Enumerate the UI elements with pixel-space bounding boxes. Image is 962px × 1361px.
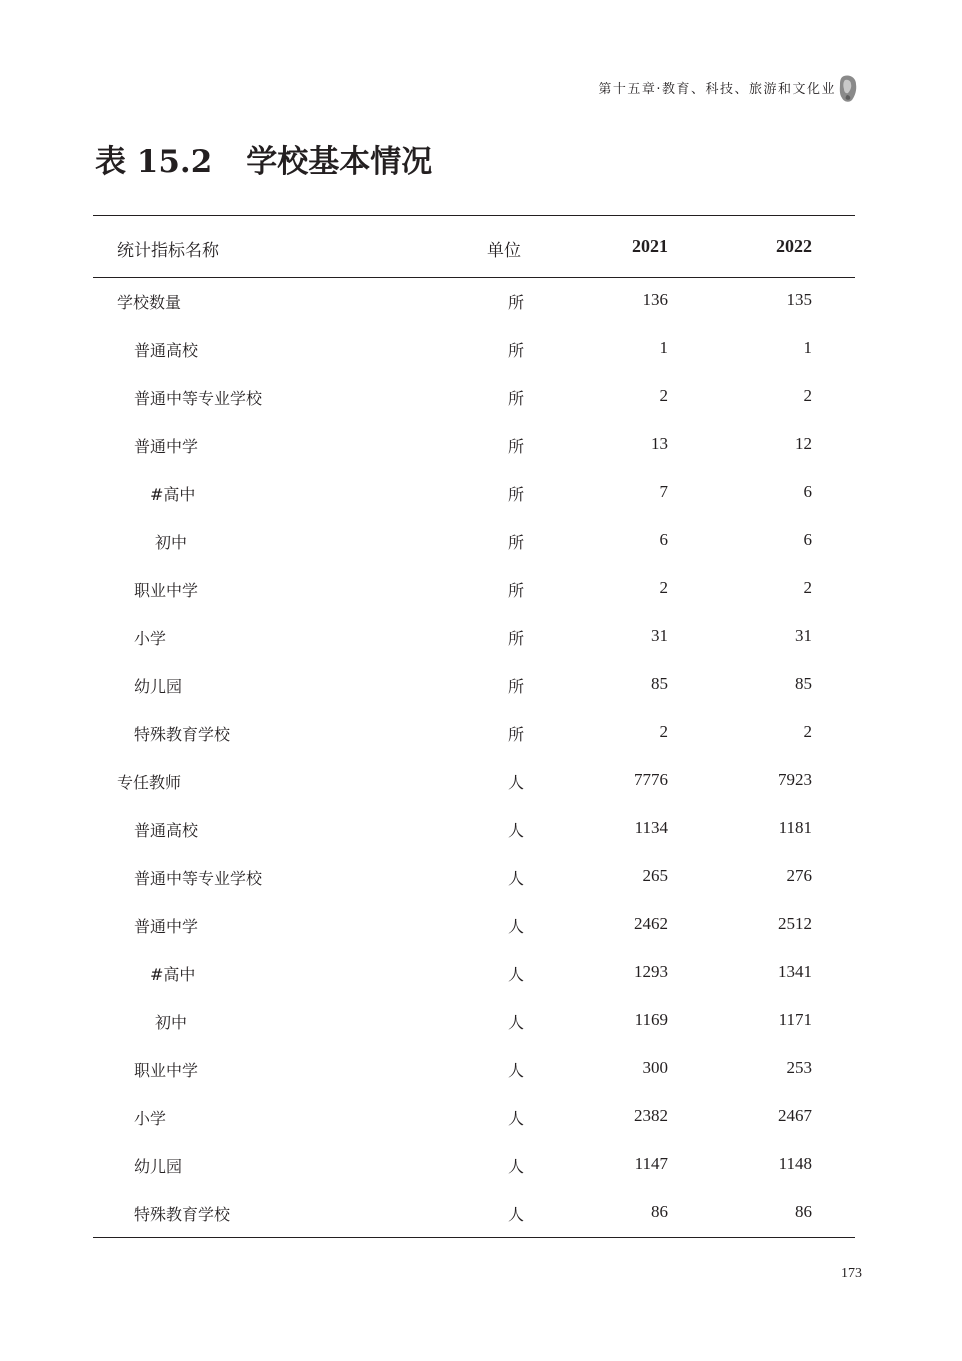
- row-unit: 所: [508, 293, 525, 312]
- row-name: 幼儿园: [134, 677, 183, 696]
- row-value-2022: 6: [803, 530, 812, 549]
- row-name: 幼儿园: [134, 1157, 183, 1176]
- table-row: [0, 758, 962, 806]
- table-row: [0, 422, 962, 470]
- row-value-2021: 2462: [634, 914, 668, 933]
- row-unit: 所: [508, 629, 525, 648]
- row-unit: 人: [508, 1013, 525, 1032]
- row-value-2021: 2: [659, 386, 668, 405]
- row-unit: 所: [508, 533, 525, 552]
- row-name: 小学: [134, 629, 167, 648]
- row-value-2021: 13: [651, 434, 668, 453]
- row-name: 学校数量: [117, 293, 182, 312]
- table-row: [0, 470, 962, 518]
- header-indicator-name: 统计指标名称: [117, 241, 219, 261]
- table-row: [0, 1094, 962, 1142]
- table-row: [0, 614, 962, 662]
- row-name: #高中: [150, 965, 196, 984]
- row-unit: 人: [508, 869, 525, 888]
- row-value-2021: 85: [651, 674, 668, 693]
- row-unit: 人: [508, 965, 525, 984]
- row-name: 小学: [134, 1109, 167, 1128]
- table-row: [0, 902, 962, 950]
- row-value-2022: 85: [795, 674, 812, 693]
- row-name: 特殊教育学校: [134, 1205, 231, 1224]
- row-name: 职业中学: [134, 581, 199, 600]
- header-unit: 单位: [487, 241, 521, 261]
- table-row: [0, 278, 962, 326]
- row-value-2021: 136: [642, 290, 668, 309]
- table-bottom-rule: [93, 1237, 855, 1238]
- table-row: [0, 518, 962, 566]
- row-unit: 所: [508, 581, 525, 600]
- page-number: 173: [841, 1266, 862, 1281]
- row-name: 特殊教育学校: [134, 725, 231, 744]
- row-value-2022: 31: [795, 626, 812, 645]
- row-value-2022: 2: [803, 722, 812, 741]
- row-name: 普通高校: [134, 821, 199, 840]
- table-row: [0, 662, 962, 710]
- table-title: [93, 136, 432, 181]
- row-value-2021: 2: [659, 722, 668, 741]
- row-name: 职业中学: [134, 1061, 199, 1080]
- running-header: 第十五章·教育、科技、旅游和文化业: [598, 82, 836, 97]
- table-row: [0, 854, 962, 902]
- stone-emblem-icon: [838, 74, 858, 104]
- table-row: [0, 806, 962, 854]
- row-unit: 人: [508, 1061, 525, 1080]
- row-value-2021: 86: [651, 1202, 668, 1221]
- row-value-2022: 253: [786, 1058, 812, 1077]
- table-row: [0, 1142, 962, 1190]
- row-name: 普通中等专业学校: [134, 389, 263, 408]
- table-row: [0, 1190, 962, 1238]
- row-value-2022: 1171: [778, 1010, 812, 1029]
- row-value-2022: 135: [786, 290, 812, 309]
- table-top-rule: [93, 215, 855, 216]
- row-unit: 人: [508, 1109, 525, 1128]
- row-unit: 所: [508, 725, 525, 744]
- table-title-text: 学校基本情况: [246, 144, 433, 180]
- row-name: 初中: [155, 533, 188, 552]
- row-value-2022: 6: [803, 482, 812, 501]
- row-value-2022: 2512: [778, 914, 812, 933]
- row-value-2021: 1293: [634, 962, 668, 981]
- row-value-2022: 7923: [778, 770, 812, 789]
- row-value-2021: 2: [659, 578, 668, 597]
- row-value-2022: 276: [786, 866, 812, 885]
- row-unit: 所: [508, 437, 525, 456]
- row-value-2022: 2: [803, 386, 812, 405]
- row-value-2021: 1147: [634, 1154, 668, 1173]
- row-value-2021: 265: [642, 866, 668, 885]
- row-value-2021: 6: [659, 530, 668, 549]
- row-value-2022: 86: [795, 1202, 812, 1221]
- row-unit: 人: [508, 1205, 525, 1224]
- table-row: [0, 1046, 962, 1094]
- row-name: 初中: [155, 1013, 188, 1032]
- row-name: 普通中学: [134, 917, 199, 936]
- row-unit: 人: [508, 1157, 525, 1176]
- table-row: [0, 566, 962, 614]
- row-name: 普通高校: [134, 341, 199, 360]
- row-unit: 所: [508, 389, 525, 408]
- row-value-2022: 2467: [778, 1106, 812, 1125]
- row-value-2022: 12: [795, 434, 812, 453]
- row-value-2021: 2382: [634, 1106, 668, 1125]
- row-unit: 所: [508, 485, 525, 504]
- header-year-2022: 2022: [776, 236, 812, 256]
- table-number: 表 15.2: [95, 144, 213, 180]
- table-row: [0, 710, 962, 758]
- row-name: 普通中等专业学校: [134, 869, 263, 888]
- row-unit: 人: [508, 773, 525, 792]
- row-value-2021: 1: [659, 338, 668, 357]
- header-year-2021: 2021: [632, 236, 668, 256]
- row-unit: 人: [508, 917, 525, 936]
- row-value-2022: 1181: [778, 818, 812, 837]
- row-unit: 人: [508, 821, 525, 840]
- row-value-2021: 7: [659, 482, 668, 501]
- row-unit: 所: [508, 677, 525, 696]
- row-name: 普通中学: [134, 437, 199, 456]
- row-value-2022: 2: [803, 578, 812, 597]
- table-row: [0, 998, 962, 1046]
- row-unit: 所: [508, 341, 525, 360]
- row-name: #高中: [150, 485, 196, 504]
- row-value-2022: 1148: [778, 1154, 812, 1173]
- row-value-2021: 300: [642, 1058, 668, 1077]
- table-row: [0, 374, 962, 422]
- row-value-2021: 31: [651, 626, 668, 645]
- row-value-2022: 1341: [778, 962, 812, 981]
- table-row: [0, 326, 962, 374]
- row-value-2022: 1: [803, 338, 812, 357]
- row-value-2021: 7776: [634, 770, 668, 789]
- row-name: 专任教师: [117, 773, 182, 792]
- row-value-2021: 1134: [634, 818, 668, 837]
- table-row: [0, 950, 962, 998]
- row-value-2021: 1169: [634, 1010, 668, 1029]
